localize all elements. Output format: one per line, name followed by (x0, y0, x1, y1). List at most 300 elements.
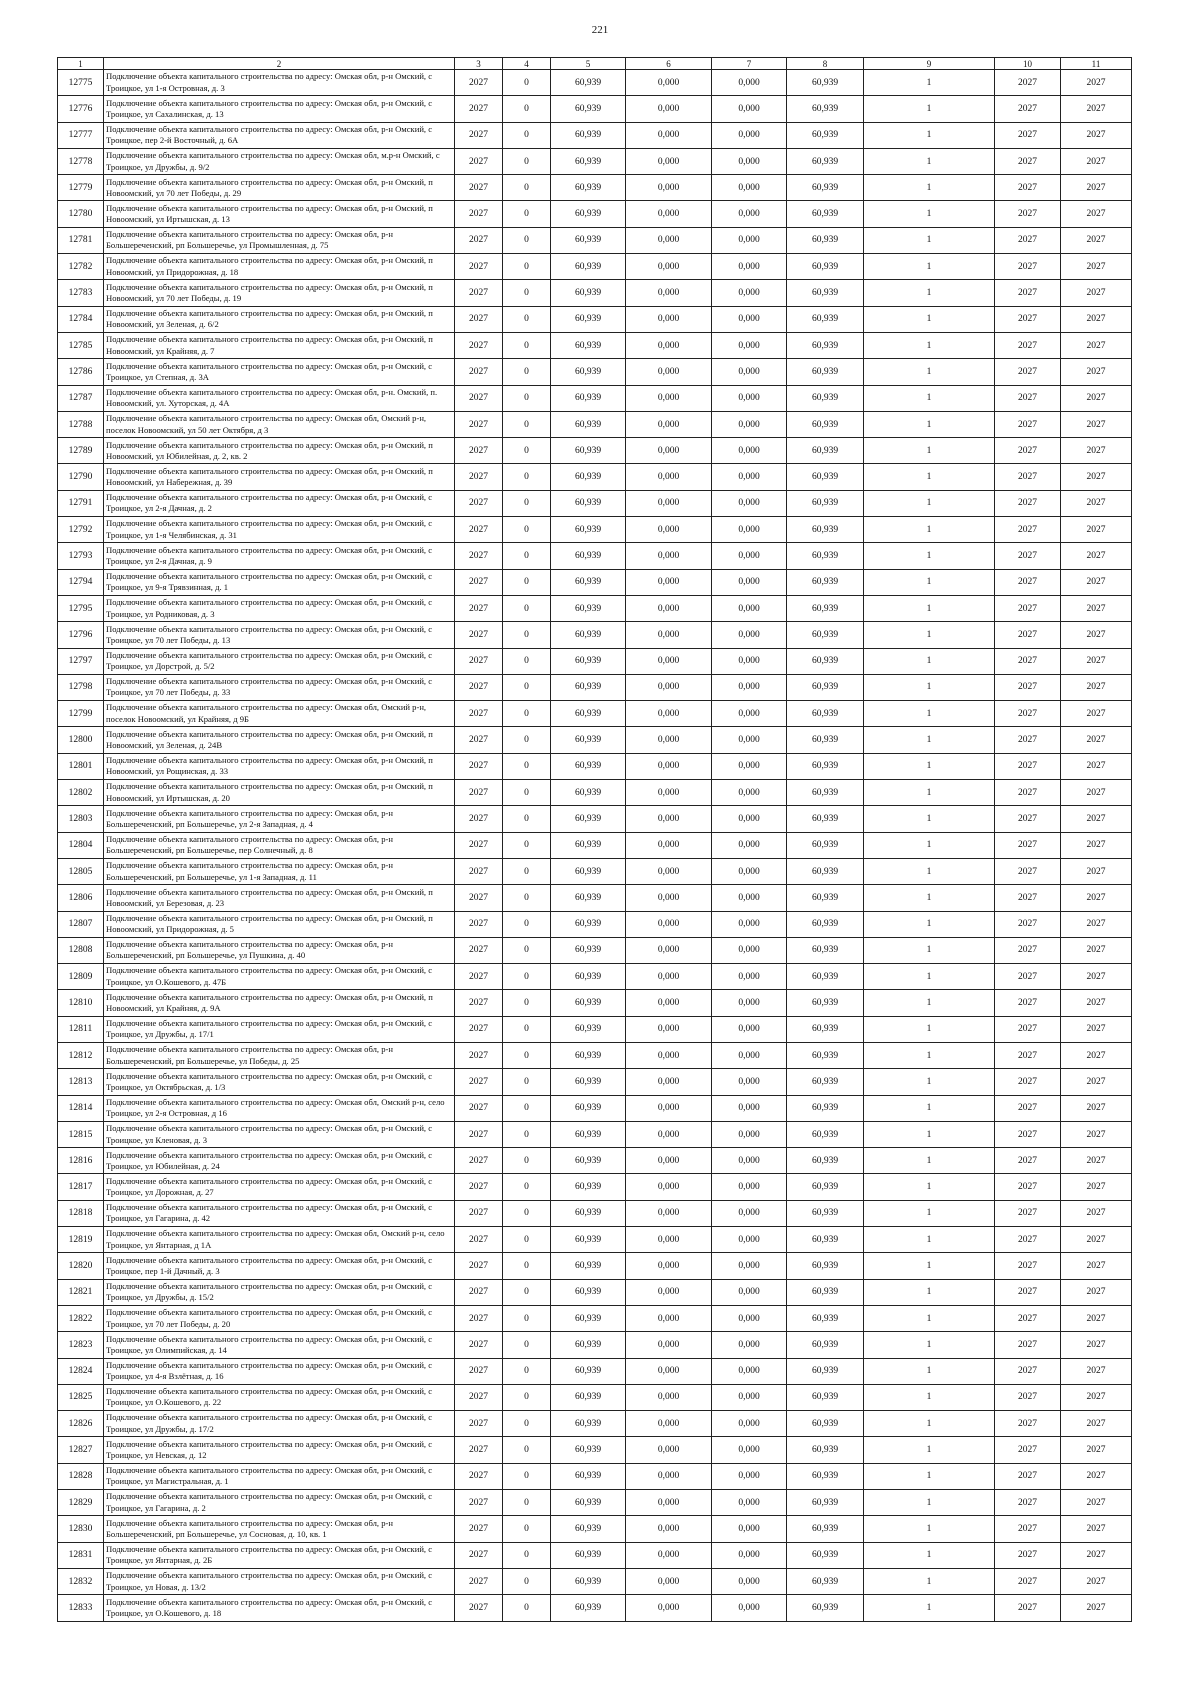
year-col10: 2027 (995, 306, 1061, 332)
year-col3: 2027 (455, 806, 503, 832)
year-col10: 2027 (995, 70, 1061, 96)
value-col8: 60,939 (787, 332, 864, 358)
value-col8: 60,939 (787, 595, 864, 621)
value-col8: 60,939 (787, 1253, 864, 1279)
year-col11: 2027 (1061, 727, 1132, 753)
table-row (58, 1463, 1132, 1489)
table-row (58, 701, 1132, 727)
count-col9: 1 (864, 1253, 995, 1279)
value-col7: 0,000 (712, 1490, 787, 1516)
year-col10: 2027 (995, 1148, 1061, 1174)
value-col6: 0,000 (626, 438, 712, 464)
year-col11: 2027 (1061, 1227, 1132, 1253)
table-row (58, 1042, 1132, 1068)
year-col11: 2027 (1061, 1384, 1132, 1410)
value-col4: 0 (503, 280, 551, 306)
table-row (58, 1516, 1132, 1542)
value-col7: 0,000 (712, 438, 787, 464)
value-col7: 0,000 (712, 674, 787, 700)
value-col7: 0,000 (712, 1016, 787, 1042)
value-col5: 60,939 (551, 806, 626, 832)
table-row (58, 1411, 1132, 1437)
table-row (58, 727, 1132, 753)
table-row (58, 806, 1132, 832)
row-number: 12795 (58, 595, 104, 621)
value-col5: 60,939 (551, 1121, 626, 1147)
object-description: Подключение объекта капитального строительства по адресу: Омская обл, р-н Омский, с Троицкое, ул Юбилейная, д. 24 (104, 1148, 455, 1174)
value-col7: 0,000 (712, 753, 787, 779)
value-col6: 0,000 (626, 1227, 712, 1253)
row-number: 12809 (58, 964, 104, 990)
object-description: Подключение объекта капитального строительства по адресу: Омская обл, р-н Омский, с Троицкое, ул 2-я Дачная, д. 9 (104, 543, 455, 569)
year-col11: 2027 (1061, 753, 1132, 779)
value-col5: 60,939 (551, 1042, 626, 1068)
object-description: Подключение объекта капитального строительства по адресу: Омская обл, р-н Омский, с Троицкое, ул Невская, д. 12 (104, 1437, 455, 1463)
row-number: 12807 (58, 911, 104, 937)
value-col6: 0,000 (626, 753, 712, 779)
value-col7: 0,000 (712, 332, 787, 358)
year-col3: 2027 (455, 306, 503, 332)
count-col9: 1 (864, 1332, 995, 1358)
value-col6: 0,000 (626, 595, 712, 621)
row-number: 12776 (58, 96, 104, 122)
year-col11: 2027 (1061, 701, 1132, 727)
table-row (58, 1095, 1132, 1121)
value-col6: 0,000 (626, 727, 712, 753)
year-col10: 2027 (995, 1595, 1061, 1621)
value-col8: 60,939 (787, 648, 864, 674)
value-col6: 0,000 (626, 1200, 712, 1226)
object-description: Подключение объекта капитального строительства по адресу: Омская обл, р-н Омский, с Троицкое, ул 9-я Трявзинная, д. 1 (104, 569, 455, 595)
value-col4: 0 (503, 1121, 551, 1147)
table-row (58, 1437, 1132, 1463)
value-col6: 0,000 (626, 227, 712, 253)
row-number: 12822 (58, 1305, 104, 1331)
value-col6: 0,000 (626, 1095, 712, 1121)
value-col5: 60,939 (551, 780, 626, 806)
column-number-6: 6 (626, 58, 712, 70)
object-description: Подключение объекта капитального строительства по адресу: Омская обл, р-н Большереченский, рп Большеречье, пер Солнечный, д. 8 (104, 832, 455, 858)
table-row (58, 832, 1132, 858)
object-description: Подключение объекта капитального строительства по адресу: Омская обл, р-н Омский, п Новоомский, ул 70 лет Победы, д. 29 (104, 175, 455, 201)
value-col4: 0 (503, 306, 551, 332)
column-number-8: 8 (787, 58, 864, 70)
value-col4: 0 (503, 1200, 551, 1226)
value-col4: 0 (503, 937, 551, 963)
value-col6: 0,000 (626, 411, 712, 437)
year-col3: 2027 (455, 1016, 503, 1042)
count-col9: 1 (864, 753, 995, 779)
value-col4: 0 (503, 1016, 551, 1042)
year-col11: 2027 (1061, 306, 1132, 332)
row-number: 12833 (58, 1595, 104, 1621)
value-col6: 0,000 (626, 1253, 712, 1279)
value-col5: 60,939 (551, 411, 626, 437)
row-number: 12787 (58, 385, 104, 411)
year-col3: 2027 (455, 1384, 503, 1410)
value-col7: 0,000 (712, 490, 787, 516)
column-number-2: 2 (104, 58, 455, 70)
year-col11: 2027 (1061, 1516, 1132, 1542)
count-col9: 1 (864, 1042, 995, 1068)
value-col8: 60,939 (787, 1437, 864, 1463)
value-col8: 60,939 (787, 517, 864, 543)
column-number-7: 7 (712, 58, 787, 70)
table-row (58, 1595, 1132, 1621)
year-col10: 2027 (995, 1437, 1061, 1463)
value-col7: 0,000 (712, 385, 787, 411)
row-number: 12817 (58, 1174, 104, 1200)
year-col11: 2027 (1061, 1542, 1132, 1568)
row-number: 12778 (58, 148, 104, 174)
row-number: 12811 (58, 1016, 104, 1042)
value-col5: 60,939 (551, 1384, 626, 1410)
value-col4: 0 (503, 569, 551, 595)
value-col6: 0,000 (626, 1568, 712, 1594)
value-col8: 60,939 (787, 885, 864, 911)
value-col6: 0,000 (626, 937, 712, 963)
year-col10: 2027 (995, 385, 1061, 411)
year-col10: 2027 (995, 1411, 1061, 1437)
value-col4: 0 (503, 780, 551, 806)
object-description: Подключение объекта капитального строительства по адресу: Омская обл, Омский р-н, село Троицкое, ул 2-я Островная, д 16 (104, 1095, 455, 1121)
value-col7: 0,000 (712, 832, 787, 858)
table-row (58, 753, 1132, 779)
year-col10: 2027 (995, 1542, 1061, 1568)
row-number: 12826 (58, 1411, 104, 1437)
year-col3: 2027 (455, 727, 503, 753)
value-col5: 60,939 (551, 753, 626, 779)
year-col10: 2027 (995, 1279, 1061, 1305)
value-col7: 0,000 (712, 254, 787, 280)
value-col7: 0,000 (712, 1411, 787, 1437)
year-col11: 2027 (1061, 411, 1132, 437)
value-col4: 0 (503, 1174, 551, 1200)
year-col3: 2027 (455, 858, 503, 884)
table-row (58, 359, 1132, 385)
value-col8: 60,939 (787, 70, 864, 96)
row-number: 12791 (58, 490, 104, 516)
value-col4: 0 (503, 674, 551, 700)
table-row (58, 385, 1132, 411)
count-col9: 1 (864, 70, 995, 96)
year-col11: 2027 (1061, 674, 1132, 700)
row-number: 12799 (58, 701, 104, 727)
row-number: 12813 (58, 1069, 104, 1095)
value-col4: 0 (503, 332, 551, 358)
count-col9: 1 (864, 1490, 995, 1516)
row-number: 12793 (58, 543, 104, 569)
year-col11: 2027 (1061, 885, 1132, 911)
table-row (58, 490, 1132, 516)
year-col10: 2027 (995, 227, 1061, 253)
table-row (58, 780, 1132, 806)
table-row (58, 1305, 1132, 1331)
value-col8: 60,939 (787, 806, 864, 832)
year-col11: 2027 (1061, 1332, 1132, 1358)
value-col6: 0,000 (626, 148, 712, 174)
value-col7: 0,000 (712, 1200, 787, 1226)
value-col8: 60,939 (787, 1016, 864, 1042)
value-col5: 60,939 (551, 490, 626, 516)
object-description: Подключение объекта капитального строительства по адресу: Омская обл, Омский р-н, село Троицкое, ул Янтарная, д 1А (104, 1227, 455, 1253)
value-col5: 60,939 (551, 990, 626, 1016)
object-description: Подключение объекта капитального строительства по адресу: Омская обл, р-н Большереченский, рп Большеречье, ул Сосновая, д. 10, кв. 1 (104, 1516, 455, 1542)
table-row (58, 70, 1132, 96)
object-description: Подключение объекта капитального строительства по адресу: Омская обл, р-н Омский, п Новоомский, ул Придорожная, д. 5 (104, 911, 455, 937)
value-col6: 0,000 (626, 175, 712, 201)
table-row (58, 885, 1132, 911)
count-col9: 1 (864, 1016, 995, 1042)
value-col6: 0,000 (626, 674, 712, 700)
year-col11: 2027 (1061, 990, 1132, 1016)
count-col9: 1 (864, 727, 995, 753)
row-number: 12790 (58, 464, 104, 490)
year-col10: 2027 (995, 937, 1061, 963)
value-col5: 60,939 (551, 1595, 626, 1621)
year-col3: 2027 (455, 780, 503, 806)
object-description: Подключение объекта капитального строительства по адресу: Омская обл, Омский р-н, поселок Новоомский, ул Крайняя, д 9Б (104, 701, 455, 727)
value-col8: 60,939 (787, 1358, 864, 1384)
value-col6: 0,000 (626, 1069, 712, 1095)
year-col11: 2027 (1061, 1016, 1132, 1042)
count-col9: 1 (864, 569, 995, 595)
count-col9: 1 (864, 858, 995, 884)
value-col8: 60,939 (787, 359, 864, 385)
count-col9: 1 (864, 411, 995, 437)
table-row (58, 622, 1132, 648)
year-col3: 2027 (455, 1253, 503, 1279)
value-col7: 0,000 (712, 1121, 787, 1147)
year-col10: 2027 (995, 1568, 1061, 1594)
row-number: 12789 (58, 438, 104, 464)
column-number-10: 10 (995, 58, 1061, 70)
value-col5: 60,939 (551, 359, 626, 385)
value-col7: 0,000 (712, 937, 787, 963)
row-number: 12806 (58, 885, 104, 911)
value-col5: 60,939 (551, 1411, 626, 1437)
year-col11: 2027 (1061, 1411, 1132, 1437)
value-col4: 0 (503, 1463, 551, 1489)
row-number: 12829 (58, 1490, 104, 1516)
year-col11: 2027 (1061, 1358, 1132, 1384)
year-col10: 2027 (995, 1016, 1061, 1042)
object-description: Подключение объекта капитального строительства по адресу: Омская обл, р-н Омский, с Троицкое, ул Дорожная, д. 27 (104, 1174, 455, 1200)
year-col10: 2027 (995, 753, 1061, 779)
value-col7: 0,000 (712, 1516, 787, 1542)
value-col7: 0,000 (712, 648, 787, 674)
value-col8: 60,939 (787, 1516, 864, 1542)
year-col3: 2027 (455, 911, 503, 937)
table-row (58, 595, 1132, 621)
value-col4: 0 (503, 1437, 551, 1463)
count-col9: 1 (864, 175, 995, 201)
table-row (58, 911, 1132, 937)
count-col9: 1 (864, 780, 995, 806)
count-col9: 1 (864, 1227, 995, 1253)
count-col9: 1 (864, 1437, 995, 1463)
row-number: 12816 (58, 1148, 104, 1174)
table-row (58, 1490, 1132, 1516)
count-col9: 1 (864, 385, 995, 411)
value-col4: 0 (503, 1358, 551, 1384)
table-row (58, 648, 1132, 674)
value-col7: 0,000 (712, 1253, 787, 1279)
value-col8: 60,939 (787, 1542, 864, 1568)
object-description: Подключение объекта капитального строительства по адресу: Омская обл, р-н Большереченский, рп Большеречье, ул 1-я Западная, д. 11 (104, 858, 455, 884)
year-col10: 2027 (995, 885, 1061, 911)
year-col10: 2027 (995, 148, 1061, 174)
value-col6: 0,000 (626, 569, 712, 595)
value-col7: 0,000 (712, 175, 787, 201)
value-col8: 60,939 (787, 1227, 864, 1253)
table-row (58, 937, 1132, 963)
value-col5: 60,939 (551, 122, 626, 148)
value-col7: 0,000 (712, 1595, 787, 1621)
value-col7: 0,000 (712, 1463, 787, 1489)
year-col3: 2027 (455, 1332, 503, 1358)
year-col3: 2027 (455, 464, 503, 490)
year-col10: 2027 (995, 1121, 1061, 1147)
count-col9: 1 (864, 1069, 995, 1095)
value-col7: 0,000 (712, 990, 787, 1016)
year-col10: 2027 (995, 622, 1061, 648)
value-col6: 0,000 (626, 780, 712, 806)
value-col8: 60,939 (787, 674, 864, 700)
value-col5: 60,939 (551, 858, 626, 884)
row-number: 12824 (58, 1358, 104, 1384)
year-col3: 2027 (455, 175, 503, 201)
value-col8: 60,939 (787, 411, 864, 437)
value-col6: 0,000 (626, 911, 712, 937)
value-col7: 0,000 (712, 964, 787, 990)
value-col8: 60,939 (787, 1121, 864, 1147)
value-col6: 0,000 (626, 1384, 712, 1410)
table-row (58, 1568, 1132, 1594)
object-description: Подключение объекта капитального строительства по адресу: Омская обл, р-н Большереченский, рп Большеречье, ул Промышленная, д. 75 (104, 227, 455, 253)
object-description: Подключение объекта капитального строительства по адресу: Омская обл, р-н Омский, с Троицкое, пер 1-й Дачный, д. 3 (104, 1253, 455, 1279)
object-description: Подключение объекта капитального строительства по адресу: Омская обл, р-н Омский, с Троицкое, ул Янтарная, д. 2Б (104, 1542, 455, 1568)
value-col6: 0,000 (626, 122, 712, 148)
value-col6: 0,000 (626, 306, 712, 332)
value-col7: 0,000 (712, 780, 787, 806)
object-description: Подключение объекта капитального строительства по адресу: Омская обл, р-н Омский, с Троицкое, ул 4-я Взлётная, д. 16 (104, 1358, 455, 1384)
table-row (58, 1358, 1132, 1384)
object-description: Подключение объекта капитального строительства по адресу: Омская обл, р-н Омский, с Троицкое, ул 70 лет Победы, д. 13 (104, 622, 455, 648)
value-col4: 0 (503, 1411, 551, 1437)
year-col11: 2027 (1061, 780, 1132, 806)
year-col11: 2027 (1061, 1174, 1132, 1200)
count-col9: 1 (864, 1279, 995, 1305)
value-col6: 0,000 (626, 1279, 712, 1305)
value-col4: 0 (503, 227, 551, 253)
row-number: 12784 (58, 306, 104, 332)
count-col9: 1 (864, 1542, 995, 1568)
value-col5: 60,939 (551, 1437, 626, 1463)
page-number: 221 (591, 24, 609, 36)
year-col10: 2027 (995, 280, 1061, 306)
table-row (58, 964, 1132, 990)
year-col11: 2027 (1061, 1200, 1132, 1226)
row-number: 12823 (58, 1332, 104, 1358)
value-col4: 0 (503, 885, 551, 911)
value-col5: 60,939 (551, 1516, 626, 1542)
year-col10: 2027 (995, 569, 1061, 595)
row-number: 12830 (58, 1516, 104, 1542)
object-description: Подключение объекта капитального строительства по адресу: Омская обл, р-н Омский, с Троицкое, ул Гагарина, д. 42 (104, 1200, 455, 1226)
year-col3: 2027 (455, 1227, 503, 1253)
count-col9: 1 (864, 937, 995, 963)
row-number: 12821 (58, 1279, 104, 1305)
count-col9: 1 (864, 806, 995, 832)
year-col10: 2027 (995, 1200, 1061, 1226)
row-number: 12785 (58, 332, 104, 358)
count-col9: 1 (864, 1384, 995, 1410)
year-col11: 2027 (1061, 832, 1132, 858)
table-row (58, 517, 1132, 543)
value-col8: 60,939 (787, 622, 864, 648)
row-number: 12792 (58, 517, 104, 543)
year-col3: 2027 (455, 569, 503, 595)
value-col8: 60,939 (787, 858, 864, 884)
value-col5: 60,939 (551, 332, 626, 358)
object-description: Подключение объекта капитального строительства по адресу: Омская обл, р-н Омский, с Троицкое, ул О.Кошевого, д. 47Б (104, 964, 455, 990)
value-col7: 0,000 (712, 1384, 787, 1410)
object-description: Подключение объекта капитального строительства по адресу: Омская обл, р-н Большереченский, рп Большеречье, ул Пушкина, д. 40 (104, 937, 455, 963)
value-col5: 60,939 (551, 1200, 626, 1226)
object-description: Подключение объекта капитального строительства по адресу: Омская обл, р-н Омский, с Троицкое, ул Магистральная, д. 1 (104, 1463, 455, 1489)
value-col7: 0,000 (712, 727, 787, 753)
value-col6: 0,000 (626, 1358, 712, 1384)
row-number: 12779 (58, 175, 104, 201)
value-col8: 60,939 (787, 1568, 864, 1594)
year-col11: 2027 (1061, 1305, 1132, 1331)
row-number: 12812 (58, 1042, 104, 1068)
object-description: Подключение объекта капитального строительства по адресу: Омская обл, р-н Омский, п Новоомский, ул Иртышская, д. 20 (104, 780, 455, 806)
value-col4: 0 (503, 1148, 551, 1174)
value-col4: 0 (503, 254, 551, 280)
count-col9: 1 (864, 1568, 995, 1594)
value-col5: 60,939 (551, 937, 626, 963)
year-col10: 2027 (995, 727, 1061, 753)
value-col7: 0,000 (712, 280, 787, 306)
value-col7: 0,000 (712, 1332, 787, 1358)
column-number-5: 5 (551, 58, 626, 70)
value-col4: 0 (503, 1490, 551, 1516)
year-col3: 2027 (455, 1358, 503, 1384)
year-col11: 2027 (1061, 1069, 1132, 1095)
row-number: 12786 (58, 359, 104, 385)
value-col6: 0,000 (626, 964, 712, 990)
value-col7: 0,000 (712, 1069, 787, 1095)
value-col4: 0 (503, 411, 551, 437)
year-col10: 2027 (995, 1174, 1061, 1200)
year-col3: 2027 (455, 1305, 503, 1331)
value-col5: 60,939 (551, 569, 626, 595)
value-col4: 0 (503, 595, 551, 621)
year-col10: 2027 (995, 201, 1061, 227)
year-col3: 2027 (455, 1200, 503, 1226)
value-col4: 0 (503, 1095, 551, 1121)
value-col8: 60,939 (787, 280, 864, 306)
year-col11: 2027 (1061, 385, 1132, 411)
year-col10: 2027 (995, 438, 1061, 464)
value-col8: 60,939 (787, 753, 864, 779)
count-col9: 1 (864, 1174, 995, 1200)
object-description: Подключение объекта капитального строительства по адресу: Омская обл, р-н Омский, с Троицкое, ул Степная, д. 3А (104, 359, 455, 385)
value-col8: 60,939 (787, 1279, 864, 1305)
count-col9: 1 (864, 1411, 995, 1437)
